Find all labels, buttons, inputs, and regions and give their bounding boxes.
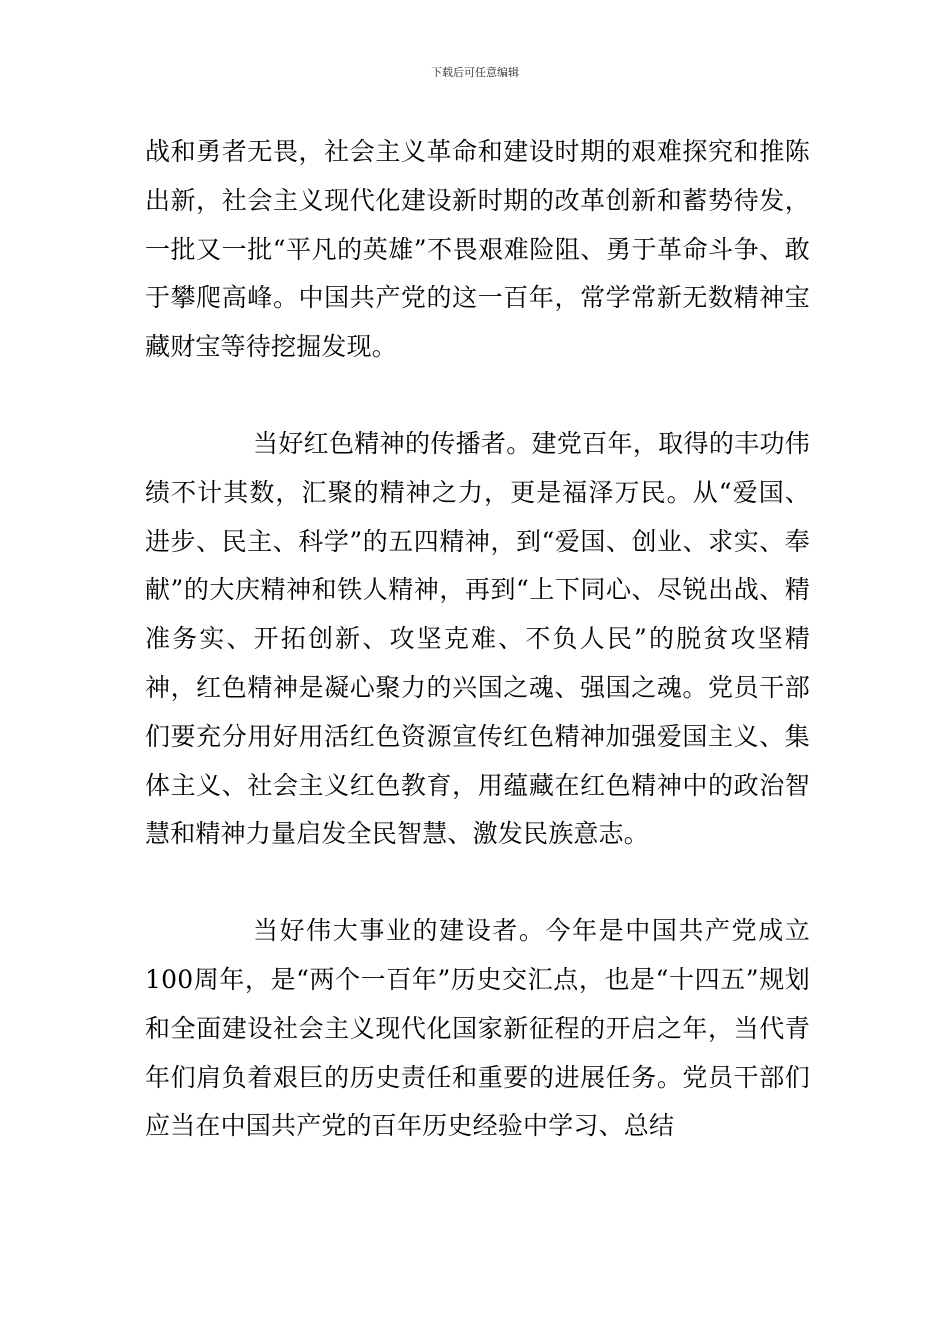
paragraph-red-spirit: 当好红色精神的传播者。建党百年，取得的丰功伟绩不计其数，汇聚的精神之力，更是福泽万民。从“爱国、进步、民主、科学”的五四精神，到“爱国、创业、求实、奉献”的大庆精神和铁人精神，再到“上下同心、尽锐出战、精准务实、开拓创新、攻坚克难、不负人民”的脱贫攻坚精神，红色精神是凝心聚力的兴国之魂、强国之魂。党员干部们要充分用好用活红色资源宣传红色精神加强爱国主义、集体主义、社会主义红色教育，用蕴藏在红色精神中的政治智慧和精神力量启发全民智慧、激发民族意志。 [145, 428, 810, 849]
paragraph-gap [145, 372, 810, 420]
page-header: 下载后可任意编辑 [431, 66, 519, 79]
paragraph-great-cause: 当好伟大事业的建设者。今年是中国共产党成立100周年，是“两个一百年”历史交汇点，也是“十四五”规划和全面建设社会主义现代化国家新征程的开启之年，当代青年们肩负着艰巨的历史责任和重要的进展任务。党员干部们应当在中国共产党的百年历史经验中学习、总结 [145, 916, 810, 1141]
paragraph-continuation: 战和勇者无畏，社会主义革命和建设时期的艰难探究和推陈出新，社会主义现代化建设新时期的改革创新和蓄势待发，一批又一批“平凡的英雄”不畏艰难险阻、勇于革命斗争、敢于攀爬高峰。中国共产党的这一百年，常学常新无数精神宝藏财宝等待挖掘发现。 [145, 137, 810, 362]
paragraph-gap [145, 859, 810, 907]
document-body [145, 128, 810, 1151]
